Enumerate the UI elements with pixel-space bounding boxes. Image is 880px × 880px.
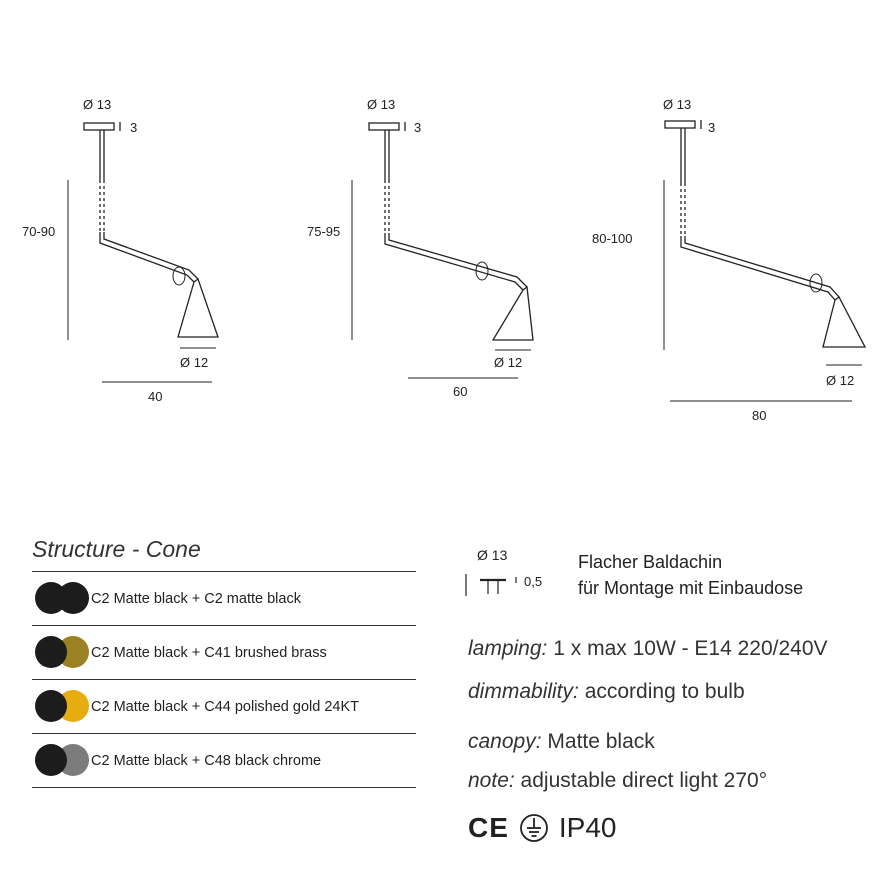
divider	[32, 787, 416, 788]
color-swatch	[35, 582, 95, 616]
variant-label: C2 Matte black + C2 matte black	[91, 590, 301, 607]
canopy-thickness-label: 3	[414, 120, 422, 135]
color-swatch	[35, 744, 95, 778]
canopy-thickness-label: 3	[130, 120, 138, 135]
spec-value: according to bulb	[578, 680, 745, 703]
lamp-drawing-1-lines	[0, 0, 300, 420]
variant-label: C2 Matte black + C41 brushed brass	[91, 644, 327, 661]
canopy-diameter-label: Ø 13	[477, 547, 508, 563]
variant-row	[32, 626, 416, 679]
canopy-thickness-label: 0,5	[524, 574, 543, 589]
spec-lamping	[468, 637, 828, 661]
canopy-note-line-2: für Montage mit Einbaudose	[578, 578, 804, 598]
spec-key: canopy:	[468, 730, 542, 753]
spec-value: Matte black	[541, 730, 655, 753]
ip-rating: IP40	[558, 812, 617, 843]
color-swatch	[35, 690, 95, 724]
shade-diameter-label: Ø 12	[180, 355, 209, 370]
canopy-thickness-label: 3	[708, 120, 716, 135]
lamp-drawing-2-lines	[300, 0, 580, 420]
protective-earth-icon	[519, 813, 549, 843]
swatch-structure-color	[35, 690, 67, 722]
spec-value: 1 x max 10W - E14 220/240V	[547, 637, 828, 660]
swatch-structure-color	[35, 636, 67, 668]
swatch-structure-color	[35, 744, 67, 776]
top-diameter-label: Ø 13	[367, 97, 396, 112]
reach-label: 40	[148, 389, 163, 404]
color-swatch	[35, 636, 95, 670]
variant-label: C2 Matte black + C44 polished gold 24KT	[91, 698, 360, 715]
spec-value: adjustable direct light 270°	[514, 769, 768, 792]
height-label: 75-95	[307, 224, 341, 239]
swatch-structure-color	[35, 582, 67, 614]
variant-row	[32, 572, 416, 625]
variant-row	[32, 680, 416, 733]
spec-key: dimmability:	[468, 680, 579, 703]
canopy-note-line-1: Flacher Baldachin	[578, 552, 723, 572]
spec-dimmability	[468, 680, 745, 704]
height-label: 70-90	[22, 224, 56, 239]
shade-diameter-label: Ø 12	[826, 373, 855, 388]
spec-canopy	[468, 730, 655, 754]
structure-title: Structure - Cone	[32, 536, 201, 562]
flat-canopy-drawing	[460, 560, 530, 600]
shade-diameter-label: Ø 12	[494, 355, 523, 370]
ce-mark: CE	[468, 812, 509, 843]
top-diameter-label: Ø 13	[663, 97, 692, 112]
certifications	[468, 812, 617, 844]
reach-label: 80	[752, 408, 767, 423]
height-label: 80-100	[592, 231, 633, 246]
spec-key: lamping:	[468, 637, 548, 660]
variant-row	[32, 734, 416, 787]
variant-label: C2 Matte black + C48 black chrome	[91, 752, 322, 769]
top-diameter-label: Ø 13	[83, 97, 112, 112]
spec-key: note:	[468, 769, 515, 792]
reach-label: 60	[453, 384, 468, 399]
spec-note	[468, 769, 767, 793]
